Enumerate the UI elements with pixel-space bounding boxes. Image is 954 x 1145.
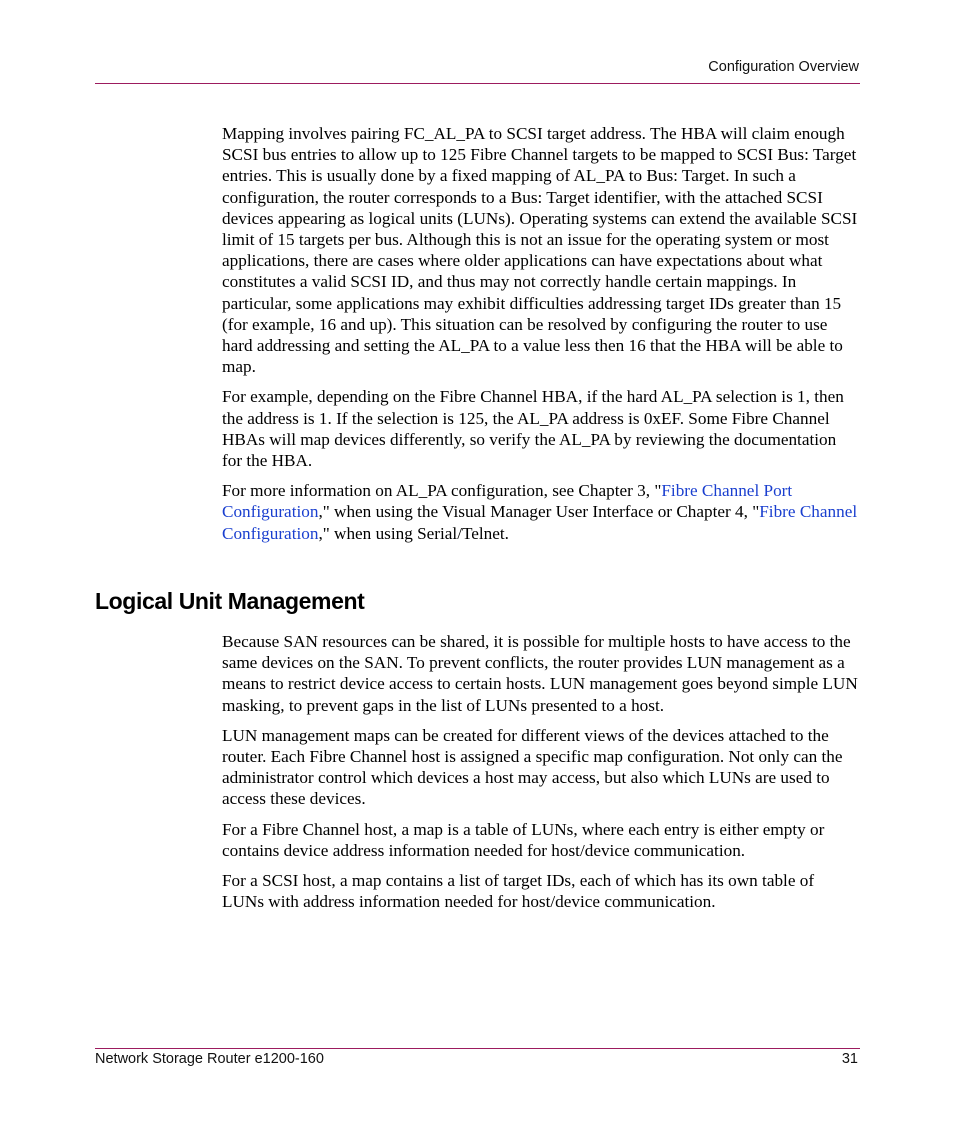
footer-product-name: Network Storage Router e1200-160: [95, 1051, 324, 1067]
paragraph-more-info: [222, 480, 858, 544]
xref-text-middle: ," when using the Visual Manager User Interface or Chapter 4, ": [318, 502, 760, 522]
section-body-lun-management: [222, 631, 858, 921]
footer-page-number: 31: [841, 1051, 858, 1067]
link-fibre-channel-configuration[interactable]: Fibre Channel Configuration: [222, 502, 858, 543]
paragraph-mapping: Mapping involves pairing FC_AL_PA to SCSI target address. The HBA will claim enough SCSI bus entries to allow up to 125 Fibre Channel targets to be mapped to SCSI Bus: Target entries. This is usually done by a fixed mapping of AL_PA to Bus: Target. In such a configuration, the router corresponds to a Bus: Target identifier, with the attached SCSI devices appearing as logical units (LUNs). Operating systems can extend the available SCSI limit of 15 targets per bus. Although this is not an issue for the operating system or most applications, there are cases where older applications can have expectations about what constitutes a valid SCSI ID, and thus may not correctly handle certain mappings. In particular, some applications may exhibit difficulties addressing target IDs greater than 15 (for example, 16 and up). This situation can be resolved by configuring the router to use hard addressing and setting the AL_PA to a value less then 16 that the HBA will be able to map.: [222, 124, 858, 377]
paragraph-lun-maps: LUN management maps can be created for different views of the devices attached to the router. Each Fibre Channel host is assigned a specific map configuration. Not only can the administrator control which devices a host may access, but also which LUNs are used to access these devices.: [222, 725, 843, 809]
section-body-mapping: [222, 123, 858, 553]
paragraph-scsi-host: For a SCSI host, a map contains a list of target IDs, each of which has its own table of LUNs with address information needed for host/device communication.: [222, 871, 815, 912]
link-fibre-channel-port-configuration[interactable]: Fibre Channel Port Configuration: [222, 481, 793, 522]
running-header-title: Configuration Overview: [708, 59, 859, 75]
section-heading-logical-unit-management: Logical Unit Management: [95, 588, 365, 614]
xref-text-before: For more information on AL_PA configuration, see Chapter 3, ": [222, 481, 662, 501]
footer-rule: [95, 1048, 860, 1049]
paragraph-example: For example, depending on the Fibre Channel HBA, if the hard AL_PA selection is 1, then the address is 1. If the selection is 125, the AL_PA address is 0xEF. Some Fibre Channel HBAs will map devices differently, so verify the AL_PA by reviewing the documentation for the HBA.: [222, 387, 844, 471]
xref-text-after: ," when using Serial/Telnet.: [318, 523, 509, 543]
header-rule: [95, 83, 860, 84]
paragraph-fibre-channel-host: For a Fibre Channel host, a map is a table of LUNs, where each entry is either empty or contains device address information needed for host/device communication.: [222, 819, 825, 860]
paragraph-san-resources: Because SAN resources can be shared, it is possible for multiple hosts to have access to the same devices on the SAN. To prevent conflicts, the router provides LUN management as a means to restrict device access to certain hosts. LUN management goes beyond simple LUN masking, to prevent gaps in the list of LUNs presented to a host.: [222, 632, 858, 715]
